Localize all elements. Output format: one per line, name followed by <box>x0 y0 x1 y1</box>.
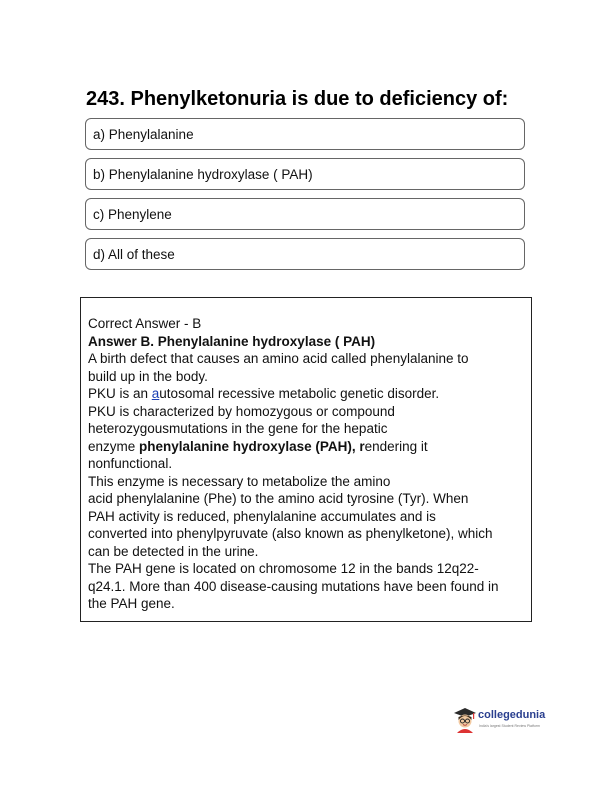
line-3-text-post: utosomal recessive metabolic genetic disorder. <box>159 386 440 401</box>
explanation-line-11: converted into phenylpyruvate (also known as phenylketone), which <box>88 526 493 541</box>
explanation-line-5: heterozygousmutations in the gene for the hepatic <box>88 421 388 436</box>
explanation-line-12: can be detected in the urine. <box>88 543 259 559</box>
line-6-text-post: endering it <box>364 438 428 454</box>
explanation-line-15: the PAH gene. <box>88 596 175 611</box>
answer-content <box>88 315 532 613</box>
option-c[interactable]: c) Phenylene <box>85 198 525 230</box>
option-b[interactable]: b) Phenylalanine hydroxylase ( PAH) <box>85 158 525 190</box>
explanation-line-10: PAH activity is reduced, phenylalanine accumulates and is <box>88 508 436 524</box>
enzyme-name-bold: phenylalanine hydroxylase (PAH), r <box>139 438 365 454</box>
explanation-line-13: The PAH gene is located on chromosome 12 in the bands 12q22- <box>88 561 479 576</box>
explanation-line-8: This enzyme is necessary to metabolize the amino <box>88 473 391 489</box>
correct-answer-line: Correct Answer - B <box>88 316 202 331</box>
explanation-line-6 <box>88 438 532 456</box>
logo-name: collegedunia <box>478 709 546 721</box>
answer-box <box>80 297 532 622</box>
autosomal-link[interactable]: a <box>151 386 160 401</box>
option-a[interactable]: a) Phenylalanine <box>85 118 525 150</box>
explanation-line-3 <box>88 385 532 403</box>
logo-tagline: India's largest Student Review Platform <box>479 724 540 728</box>
explanation-line-7: nonfunctional. <box>88 456 173 471</box>
answer-heading: Answer B. Phenylalanine hydroxylase ( PAH) <box>88 333 376 349</box>
option-d[interactable]: d) All of these <box>85 238 525 270</box>
explanation-line-9: acid phenylalanine (Phe) to the amino acid tyrosine (Tyr). When <box>88 491 469 506</box>
explanation-line-4: PKU is characterized by homozygous or compound <box>88 403 395 419</box>
collegedunia-logo[interactable] <box>452 706 546 734</box>
line-6-text-pre: enzyme <box>88 438 140 454</box>
question-title: 243. Phenylketonuria is due to deficiency of: <box>86 88 509 110</box>
line-3-text-pre: PKU is an <box>88 386 152 401</box>
explanation-line-14: q24.1. More than 400 disease-causing mutations have been found in <box>88 578 499 594</box>
graduate-mascot-icon <box>452 706 478 734</box>
explanation-line-2: build up in the body. <box>88 368 208 384</box>
explanation-line-1: A birth defect that causes an amino acid called phenylalanine to <box>88 351 469 366</box>
